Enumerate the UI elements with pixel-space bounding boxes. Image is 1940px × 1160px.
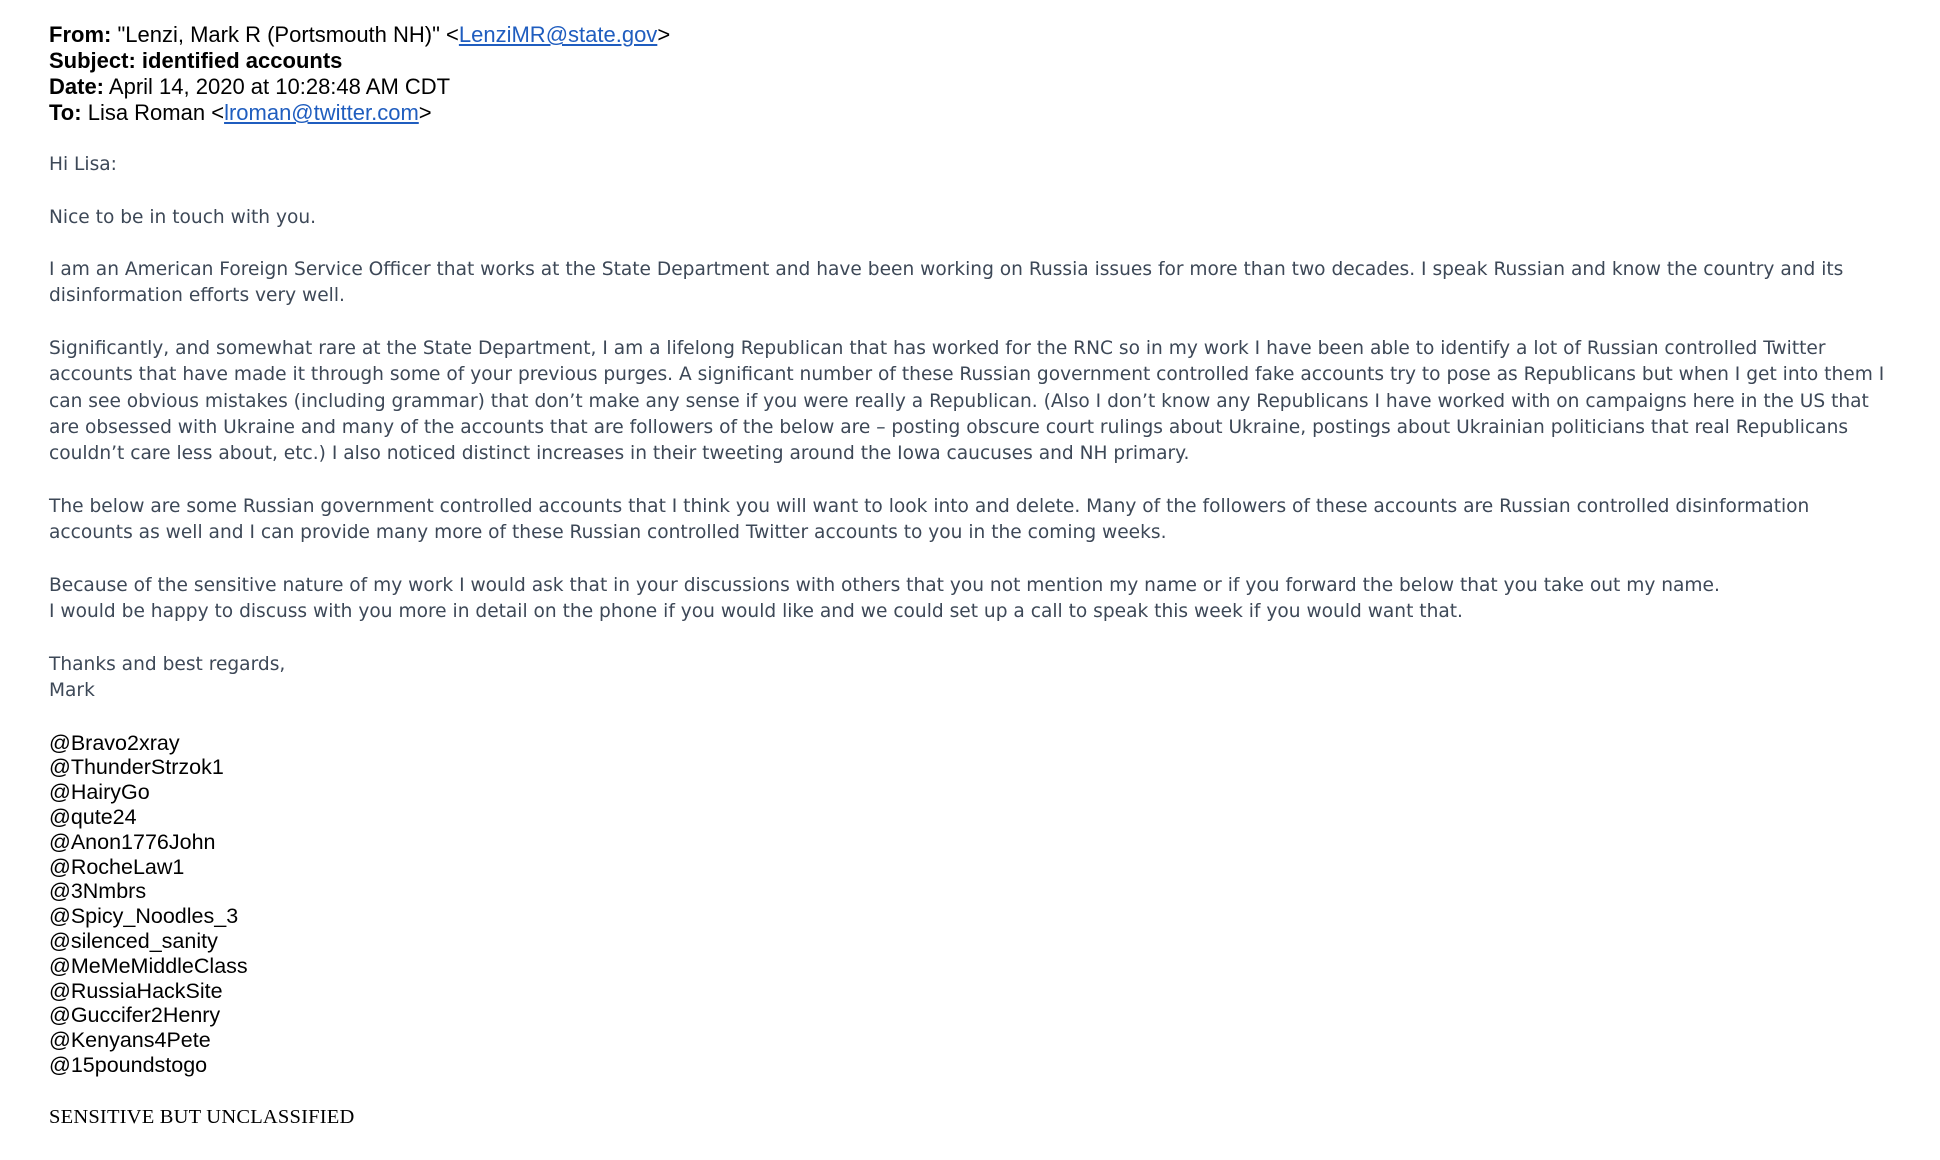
list-item: @qute24 bbox=[49, 804, 137, 829]
from-name: "Lenzi, Mark R (Portsmouth NH)" < bbox=[117, 22, 459, 47]
list-item: @15poundstogo bbox=[49, 1052, 208, 1077]
paragraph-background: I am an American Foreign Service Officer that works at the State Department and have been working on Russia issues for more than two decades. I speak Russian and know the country and its disinformation efforts very well. bbox=[49, 259, 1844, 307]
date-label: Date: bbox=[49, 74, 105, 99]
list-item: @MeMeMiddleClass bbox=[49, 953, 248, 978]
sensitive-line-2: I would be happy to discuss with you more in detail on the phone if you would like and we could set up a call to speak this week if you would want that. bbox=[49, 601, 1463, 623]
account-list bbox=[49, 731, 1889, 1078]
subject-text: identified accounts bbox=[141, 48, 343, 73]
paragraph-republican: Significantly, and somewhat rare at the State Department, I am a lifelong Republican that has worked for the RNC so in my work I have been able to identify a lot of Russian controlled Twitter accounts that have made it through some of your previous purges. A significant number of these Russian government controlled fake accounts try to pose as Republicans but when I get into them I can see obvious mistakes (including grammar) that don’t make any sense if you were really a Republican. (Also I don’t know any Republicans I have worked with on campaigns here in the US that are obsessed with Ukraine and many of the accounts that are followers of the below are – posting obscure court rulings about Ukraine, postings about Ukrainian politicians that real Republicans couldn’t care less about, etc.) I also noticed distinct increases in their tweeting around the Iowa caucuses and NH primary. bbox=[49, 338, 1885, 465]
subject-line bbox=[49, 48, 1889, 74]
from-email-link[interactable]: LenziMR@state.gov bbox=[458, 22, 658, 47]
to-label: To: bbox=[49, 100, 82, 125]
paragraph-sensitive bbox=[49, 573, 1889, 626]
date-text: April 14, 2020 at 10:28:48 AM CDT bbox=[108, 74, 451, 99]
email-message bbox=[49, 22, 1889, 1130]
to-close: > bbox=[418, 100, 432, 125]
list-item: @Bravo2xray bbox=[49, 730, 180, 755]
list-item: @ThunderStrzok1 bbox=[49, 755, 224, 780]
from-line bbox=[49, 22, 1889, 48]
date-line bbox=[49, 74, 1889, 100]
to-name: Lisa Roman < bbox=[87, 100, 225, 125]
subject-label: Subject: bbox=[49, 48, 136, 73]
paragraph-intro: Nice to be in touch with you. bbox=[49, 206, 317, 228]
list-item: @3Nmbrs bbox=[49, 879, 147, 904]
to-email-link[interactable]: lroman@twitter.com bbox=[224, 100, 419, 125]
list-item: @RussiaHackSite bbox=[49, 978, 223, 1003]
list-item: @HairyGo bbox=[49, 780, 150, 805]
list-item: @RocheLaw1 bbox=[49, 854, 185, 879]
greeting: Hi Lisa: bbox=[49, 154, 117, 175]
list-item: @Guccifer2Henry bbox=[49, 1003, 221, 1028]
from-label: From: bbox=[49, 22, 112, 47]
list-item: @Kenyans4Pete bbox=[49, 1028, 211, 1053]
paragraph-accounts-request: The below are some Russian government controlled accounts that I think you will want to look into and delete. Many of the followers of these accounts are Russian controlled disinformation accounts as well and I can provide many more of these Russian controlled Twitter accounts to you in the coming weeks. bbox=[49, 495, 1810, 544]
sensitive-line-1: Because of the sensitive nature of my work I would ask that in your discussions with others that you not mention my name or if you forward the below that you take out my name. bbox=[49, 574, 1720, 596]
sign-off bbox=[49, 652, 1889, 705]
to-line bbox=[49, 100, 1889, 126]
list-item: @silenced_sanity bbox=[49, 928, 218, 953]
list-item: @Spicy_Noodles_3 bbox=[49, 904, 239, 929]
signature: Mark bbox=[49, 679, 95, 701]
from-close: > bbox=[657, 22, 671, 47]
email-body bbox=[49, 152, 1889, 704]
email-header bbox=[49, 22, 1889, 126]
closing: Thanks and best regards, bbox=[49, 653, 286, 675]
list-item: @Anon1776John bbox=[49, 829, 216, 854]
classification-marking: SENSITIVE BUT UNCLASSIFIED bbox=[49, 1105, 355, 1128]
